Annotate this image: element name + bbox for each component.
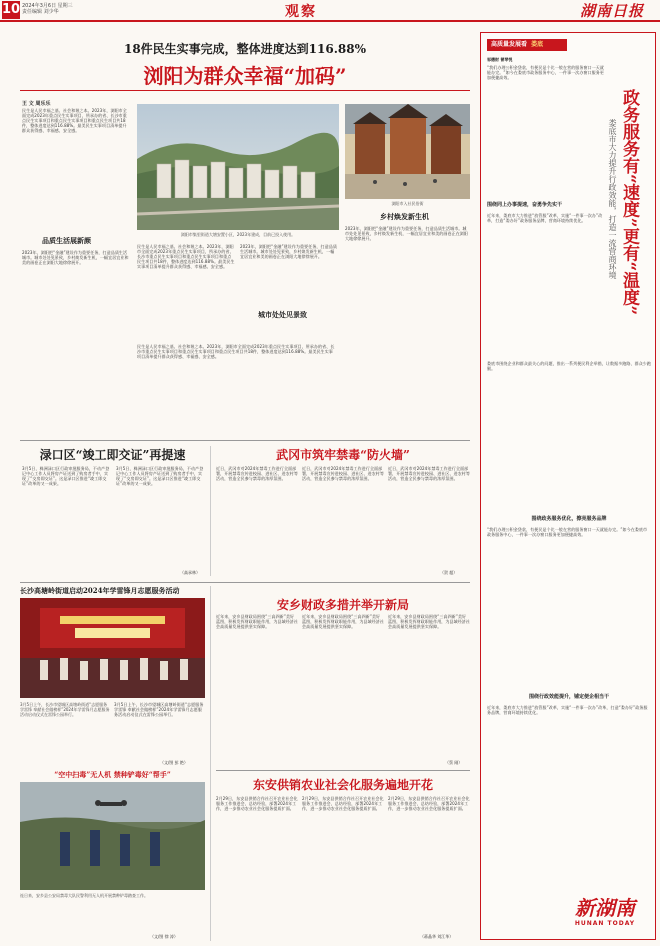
sidebar-box [480,32,656,940]
sidebar-body-2: 近年来，娄底市大力推进“放管服”改革，实施“一件事一次办”改革，打造“娄办好”政务服务品牌，营商环境持续优化。 [487,213,603,223]
sidebar-body-1: “我们办理公积金贷款，有便民是个比一般在营的服务窗口一天就能办完。”如今在娄底市政务服务中心，一件事一次办窗口服务更加便捷高效。 [487,65,604,80]
story2-title: 渌口区“竣工即交证”再提速 [39,448,186,462]
footer-logo [560,896,650,942]
story4-byline: （文/图 彭 艳） [160,760,188,765]
sidebar-column-label-text: 高质量发展看 [491,41,528,48]
lead-photo-caption: 浏阳市集里街道大塘安置小区，2023年建成，目前已投入使用。 [180,232,296,237]
lead-photo-2-caption: 浏阳市入社民俗街 [391,201,424,206]
lead-subhead-3: 乡村焕发新生机 [380,212,429,221]
story3-body-c: 近日，武冈市对2024年禁毒工作进行全面部署，开展禁毒宣传进校园、进社区、进农村等活动，营造全民参与禁毒的浓厚氛围。 [388,466,470,481]
header-meta [22,3,142,15]
sidebar-subhead-2: 围绕政务服务优化，擦亮服务品牌 [531,516,607,522]
story5-byline: （文/图 徐 涛） [150,934,178,939]
sidebar-vertical-subtitle: 娄底市大力提升行政效能，打造一流营商环境 [608,119,617,279]
lead-body-1: 民生是人民幸福之基、社会和谐之本。2023年，浏阳市全面完成2023年重点民生实事项目，所承办的省、长沙市重点民生实事项目和重点民生实事项目和重点民生项目共18件，整体进度达到116.88%。最美民生实事项目清单提升群众获得感、幸福感、安全感。 [22,108,127,133]
lead-subhead-1: 品质生活展新颜 [42,236,91,245]
divider-2 [20,582,470,583]
lead-photo [137,104,339,230]
story6-title: 安乡财政多措并举开新局 [276,598,409,612]
story7-byline: （蒋晶华 刘江华） [420,934,454,939]
story6-body: 近年来，安乡县财政局围绕“三高四新”美好蓝图，积极发挥财政职能作用，为县域经济社会高质量发展提供坚实保障。 [216,614,298,629]
col-divider-1 [210,446,211,576]
story5-photo [20,782,205,890]
masthead-brand: 湖南日报 [580,2,645,20]
sidebar-subhead-1: 围绕同上办事提速，奋勇争先实干 [487,202,563,208]
story2-body-b: 3月5日，株洲渌口区行政审批服务局，不动产登记中心工作人员将房产证送到了购房者手中，实现了“交房即交证”。这是渌口区推进“竣工即交证”改革的又一成果。 [116,466,204,486]
story3-body: 近日，武冈市对2024年禁毒工作进行全面部署，开展禁毒宣传进校园、进社区、进农村等活动，营造全民参与禁毒的浓厚氛围。 [216,466,298,481]
story6-body-c: 近年来，安乡县财政局围绕“三高四新”美好蓝图，积极发挥财政职能作用，为县域经济社会高质量发展提供坚实保障。 [388,614,470,629]
story3-byline: （贺 超） [440,570,458,575]
sidebar-subhead-3: 围绕行政效能提升，铺定便企相当干 [528,694,609,700]
divider-1 [20,440,470,441]
sidebar-body-3: 娄底市围绕企业和群众最关心的问题，推出一系列便民利企举措，让数据多跑路、群众少跑腿。 [487,361,651,371]
lead-title: 浏阳为群众幸福“加码” [143,64,347,88]
lead-body-5: 民生是人民幸福之基、社会和谐之本。2023年，浏阳市全面完成2023年重点民生实事项目，所承办的省、长沙市重点民生实事项目和重点民生实事项目和重点民生项目共18件，整体进度达到116.88%。最美民生实事项目清单提升群众获得感、幸福感、安全感。 [137,344,335,359]
story4-caption-b: 3月5日上午，长沙市望城区高塘岭街道“志愿服务学雷锋 奉献社会做榜样”2024年学雷锋月志愿服务活动启动仪式在雷锋公园举行。 [114,702,204,717]
lead-photo-2 [345,104,470,199]
divider-3 [216,770,470,771]
sidebar-body-4: “我们办理公积金贷款，有便民是个比一般在营的服务窗口一天就能办完。”如今在娄底市政务服务中心，一件事一次办窗口服务更加便捷高效。 [487,527,648,537]
story4-photo [20,598,205,698]
story4-title: 长沙高塘岭街道启动2024年学雷锋月志愿服务活动 [20,586,180,595]
lead-body-2: 2023年，浏阳把“金融”建设作为重要任务，打造品质生活城市。城市处处见景致，乡村焕发新生机，一幅宜居宜业和美的画卷正在浏阳大地徐徐展开。 [22,250,129,265]
story7-body-c: 2月29日，东安县供销合作社召开农业社会化服务工作推进会，总结经验，部署2024年工作，进一步推动农业社会化服务提质扩面。 [388,796,470,811]
story5-caption: 连日来，安乡县公安局禁毒大队民警利用无人机开展禁种铲毒踏查工作。 [20,893,148,898]
lead-subhead-2: 城市处处见景致 [258,310,307,319]
page-header [0,0,660,22]
lead-byline: 王 文 周乐乐 [22,101,51,107]
story2-byline: （高承林） [180,570,200,575]
story7-title: 东安供销农业社会化服务遍地开花 [252,778,433,792]
footer-logo-en: HUNAN TODAY [574,920,636,927]
col-divider-2 [210,586,211,941]
story6-byline: （蔡 刚） [445,760,463,765]
lead-rule [20,90,470,91]
story7-body-b: 2月29日，东安县供销合作社召开农业社会化服务工作推进会，总结经验，部署2024年工作，进一步推动农业社会化服务提质扩面。 [302,796,384,811]
sidebar-body-5: 近年来，娄底市大力推进“放管服”改革，实施“一件事一次办”改革，打造“娄办好”政务服务品牌，营商环境持续优化。 [487,705,648,715]
lead-body-3: 民生是人民幸福之基、社会和谐之本。2023年，浏阳市全面完成2023年重点民生实事项目，所承办的省、长沙市重点民生实事项目和重点民生实事项目和重点民生项目共18件，整体进度达到116.88%。最美民生实事项目清单提升群众获得感、幸福感、安全感。 [137,244,235,269]
lead-body-6: 2023年，浏阳把“金融”建设作为重要任务，打造品质生活城市。城市处处见景致，乡村焕发新生机，一幅宜居宜业和美的画卷正在浏阳大地徐徐展开。 [345,226,468,241]
date-line: 2024年3月6日 星期三 [22,3,73,9]
lead-body-4: 2023年，浏阳把“金融”建设作为重要任务，打造品质生活城市。城市处处见景致，乡村焕发新生机，一幅宜居宜业和美的画卷正在浏阳大地徐徐展开。 [240,244,337,259]
story7-body: 2月29日，东安县供销合作社召开农业社会化服务工作推进会，总结经验，部署2024年工作，进一步推动农业社会化服务提质扩面。 [216,796,298,811]
sidebar-byline: 邹德财 曾琴悦 [487,57,513,62]
story4-caption: 3月5日上午，长沙市望城区高塘岭街道“志愿服务学雷锋 奉献社会做榜样”2024年学雷锋月志愿服务活动启动仪式在雷锋公园举行。 [20,702,110,717]
story2-body: 3月5日，株洲渌口区行政审批服务局，不动产登记中心工作人员将房产证送到了购房者手中，实现了“交房即交证”。这是渌口区推进“竣工即交证”改革的又一成果。 [22,466,110,486]
story6-body-b: 近年来，安乡县财政局围绕“三高四新”美好蓝图，积极发挥财政职能作用，为县域经济社会高质量发展提供坚实保障。 [302,614,384,629]
editor-line: 责任编辑 刘少华 [22,9,59,15]
footer-logo-text: 新湖南 [575,896,635,920]
section-title: 观察 [285,4,317,20]
sidebar-vertical-title: 政务服务有“速度”更有“温度” [619,89,639,316]
sidebar-column-tag: 娄底 [531,41,544,48]
story3-body-b: 近日，武冈市对2024年禁毒工作进行全面部署，开展禁毒宣传进校园、进社区、进农村等活动，营造全民参与禁毒的浓厚氛围。 [302,466,384,481]
story5-title: “空中扫毒”无人机 禁种铲毒好“帮手” [54,770,171,779]
lead-kicker: 18件民生实事完成，整体进度达到116.88% [123,42,367,56]
story3-title: 武冈市筑牢禁毒“防火墙” [276,448,410,462]
page-number: 10 [2,2,21,17]
sidebar-column-label [487,39,567,51]
